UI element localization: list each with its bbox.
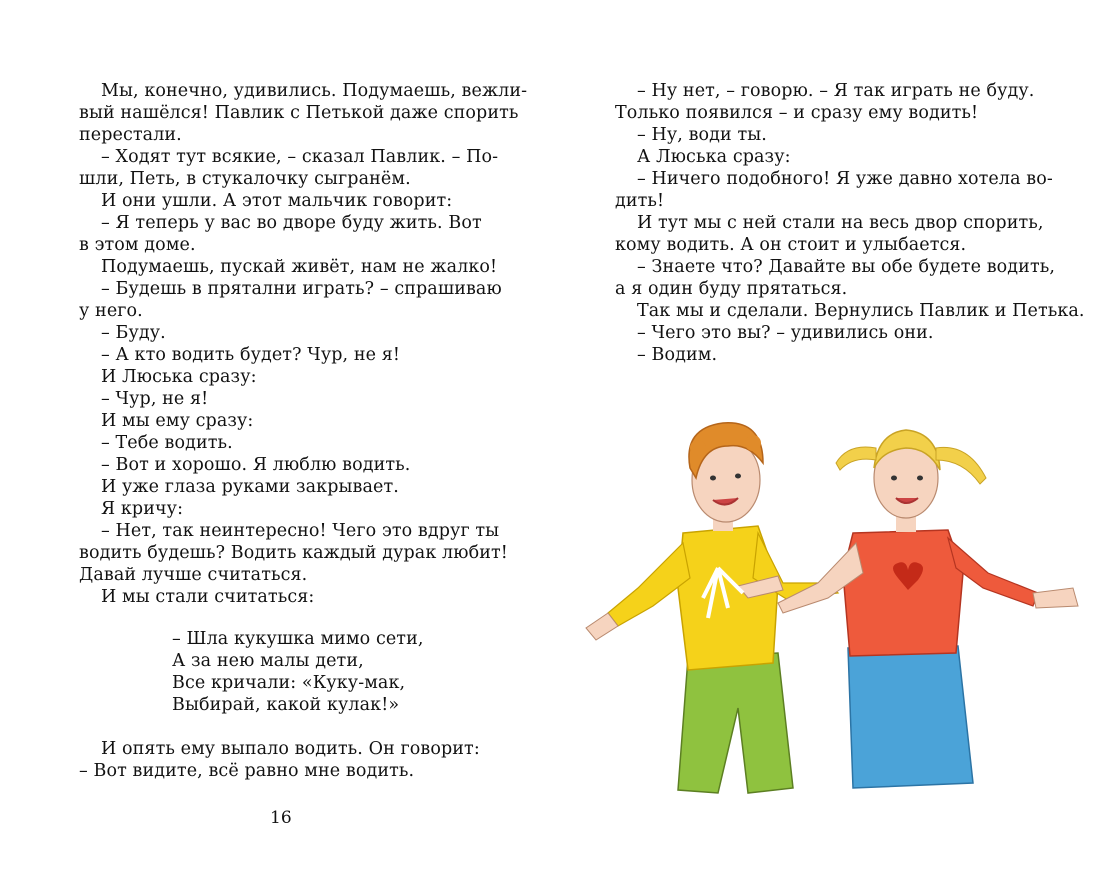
text-line: Мы, конечно, удивились. Подумаешь, вежли- <box>101 81 528 101</box>
boy-figure <box>586 423 838 793</box>
text-line: – Чур, не я! <box>101 389 209 409</box>
text-line: кому водить. А он стоит и улыбается. <box>615 235 967 255</box>
text-line: – Вот и хорошо. Я люблю водить. <box>101 455 411 475</box>
text-line: И опять ему выпало водить. Он говорит: <box>101 739 480 759</box>
text-line: водить будешь? Водить каждый дурак любит! <box>79 543 508 563</box>
girl-figure <box>778 430 1078 788</box>
text-line: вый нашёлся! Павлик с Петькой даже спорить <box>79 103 519 123</box>
poem-line: А за нею малы дети, <box>172 651 364 671</box>
text-line: дить! <box>615 191 665 211</box>
text-line: – Буду. <box>101 323 166 343</box>
text-line: перестали. <box>79 125 182 145</box>
text-line: – Будешь в прятални играть? – спрашиваю <box>101 279 502 299</box>
text-line: – Я теперь у вас во дворе буду жить. Вот <box>101 213 482 233</box>
text-line: у него. <box>79 301 143 321</box>
poem-line: Все кричали: «Куку-мак, <box>172 673 406 693</box>
text-line: Подумаешь, пускай живёт, нам не жалко! <box>101 257 498 277</box>
text-line: – Вот видите, всё равно мне водить. <box>79 761 415 781</box>
text-line: – Нет, так неинтересно! Чего это вдруг ты <box>101 521 500 541</box>
text-line: Так мы и сделали. Вернулись Павлик и Петька. <box>637 301 1085 321</box>
text-line: – Ну нет, – говорю. – Я так играть не буду. <box>637 81 1035 101</box>
text-line: И Люська сразу: <box>101 367 257 387</box>
text-line: И тут мы с ней стали на весь двор спорить, <box>637 213 1044 233</box>
text-line: Только появился – и сразу ему водить! <box>615 103 979 123</box>
text-line: в этом доме. <box>79 235 196 255</box>
text-line: – Ну, води ты. <box>637 125 767 145</box>
text-line: – Знаете что? Давайте вы обе будете водить, <box>637 257 1056 277</box>
text-line: Давай лучше считаться. <box>79 565 308 585</box>
text-line: – Водим. <box>637 345 718 365</box>
page-number: 16 <box>270 808 292 828</box>
text-line: Я кричу: <box>101 499 184 519</box>
poem-line: Выбирай, какой кулак!» <box>172 695 400 715</box>
text-line: И уже глаза руками закрывает. <box>101 477 399 497</box>
text-line: – Чего это вы? – удивились они. <box>637 323 934 343</box>
text-line: И мы стали считаться: <box>101 587 315 607</box>
text-line: – А кто водить будет? Чур, не я! <box>101 345 401 365</box>
children-illustration <box>578 408 1088 798</box>
text-line: – Ходят тут всякие, – сказал Павлик. – По- <box>101 147 499 167</box>
text-line: а я один буду прятаться. <box>615 279 848 299</box>
text-line: – Тебе водить. <box>101 433 233 453</box>
text-line: шли, Петь, в стукалочку сыгранём. <box>79 169 411 189</box>
text-line: – Ничего подобного! Я уже давно хотела во- <box>637 169 1053 189</box>
text-line: И мы ему сразу: <box>101 411 254 431</box>
text-line: И они ушли. А этот мальчик говорит: <box>101 191 453 211</box>
poem-line: – Шла кукушка мимо сети, <box>172 629 424 649</box>
text-line: А Люська сразу: <box>637 147 791 167</box>
